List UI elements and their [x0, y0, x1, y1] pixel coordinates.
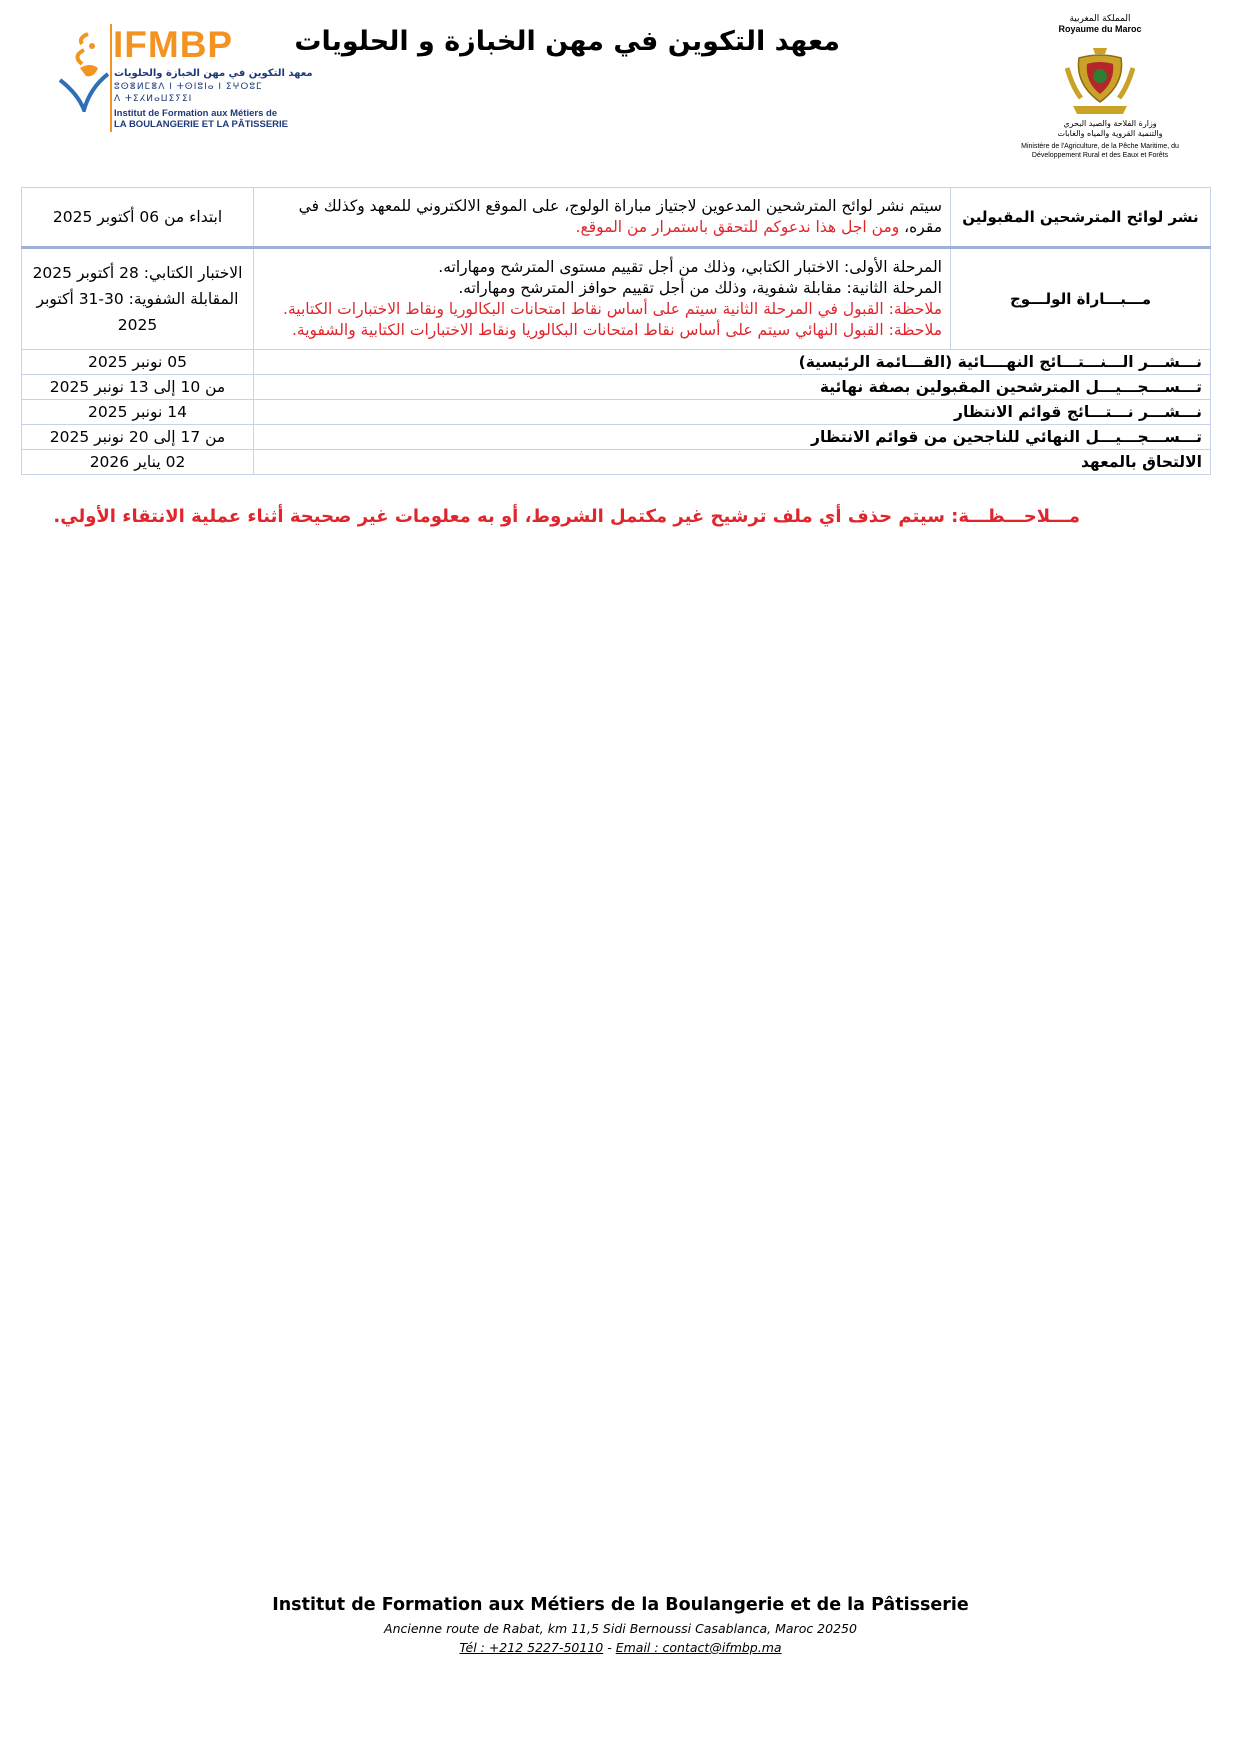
row-date: 02 يناير 2026 [22, 450, 254, 475]
table-row [22, 188, 1211, 248]
logo-tifinagh-line1: ⵓⵙⴻⵍⵎⴻⴷ ⵏ ⵜⵙⵏⵓⵏⴰ ⵏ ⵉⵖⵔⵓⵎ [114, 82, 263, 92]
written-exam-date: الاختبار الكتابي: 28 أكتوبر 2025 [32, 264, 243, 282]
footer [0, 1595, 1241, 1655]
important-note: مـــلاحـــظـــة: سيتم حذف أي ملف ترشيح غير مكتمل الشروط، أو به معلومات غير صحيحة أثناء عملية الانتقاء الأولي. [53, 506, 1080, 527]
description-highlight: ومن اجل هذا ندعوكم للتحقق باستمرار من الموقع. [575, 218, 900, 236]
table-row [22, 350, 1211, 375]
stage-note-1: ملاحظة: القبول في المرحلة الثانية سيتم على أساس نقاط امتحانات البكالوريا ونقاط الاختبارات الكتابية. [283, 300, 942, 318]
row-label: نـــشـــر نـــتـــائج قوائم الانتظار [254, 400, 1211, 425]
ministry-french: Ministère de l'Agriculture, de la Pêche Maritime, du Développement Rural et des Eaux et Forêts [1021, 143, 1179, 159]
row-date [22, 248, 254, 350]
row-description [254, 188, 951, 248]
description-text: سيتم نشر لوائح المترشحين المدعوين لاجتياز مباراة الولوج، على الموقع الالكتروني للمعهد وكذلك في مقره، [298, 197, 942, 236]
table-row [22, 450, 1211, 475]
logo-tifinagh-line2: ⴷ ⵜⵉⵃⵍⴰⵡⵉⵢⵉⵏ [114, 94, 193, 104]
row-date: ابتداء من 06 أكتوبر 2025 [22, 188, 254, 248]
row-date: من 17 إلى 20 نونبر 2025 [22, 425, 254, 450]
ministry-arabic: وزارة الفلاحة والصيد البحري والتنمية القروية والمياه والغابات [1057, 119, 1163, 138]
logo-french-line2: LA BOULANGERIE ET LA PÂTISSERIE [114, 119, 289, 130]
row-label: تـــســـجـــيـــل النهائي للناجحين من قوائم الانتظار [254, 425, 1211, 450]
footer-separator: - [603, 1640, 616, 1655]
row-label: مـــبـــاراة الولـــوج [951, 248, 1211, 350]
row-date: من 10 إلى 13 نونبر 2025 [22, 375, 254, 400]
row-description [254, 248, 951, 350]
footer-email-link[interactable]: Email : contact@ifmbp.ma [615, 1640, 782, 1655]
row-label: تـــســـجـــيـــل المترشحين المقبولين بصفة نهائية [254, 375, 1211, 400]
row-date: 14 نونبر 2025 [22, 400, 254, 425]
row-label: نـــشـــر الـــنـــتـــائج النهــــائية (القـــائمة الرئيسية) [254, 350, 1211, 375]
table-row [22, 375, 1211, 400]
coat-of-arms-icon [1065, 44, 1135, 116]
schedule-table [21, 187, 1211, 475]
oral-interview-date: المقابلة الشفوية: 30-31 أكتوبر 2025 [36, 290, 239, 334]
ifmbp-logo [58, 24, 313, 134]
logo-divider [110, 24, 112, 132]
chef-figure-icon [58, 28, 110, 112]
footer-address: Ancienne route de Rabat, km 11,5 Sidi Bernoussi Casablanca, Maroc 20250 [384, 1621, 857, 1636]
row-label: نشر لوائح المترشحين المقبولين [951, 188, 1211, 248]
table-row [22, 425, 1211, 450]
footer-contact [0, 1640, 1241, 1655]
footer-phone: Tél : +212 5227-50110 [459, 1640, 604, 1655]
stage-note-2: ملاحظة: القبول النهائي سيتم على أساس نقاط امتحانات البكالوريا ونقاط الاختبارات الكتابية والشفوية. [291, 321, 942, 339]
royal-emblem [1020, 14, 1180, 164]
stage-one-text: المرحلة الأولى: الاختبار الكتابي، وذلك من أجل تقييم مستوى المترشح ومهاراته. [438, 258, 942, 276]
page-title: معهد التكوين في مهن الخبازة و الحلويات [294, 26, 840, 57]
row-label: الالتحاق بالمعهد [254, 450, 1211, 475]
footer-institute-name: Institut de Formation aux Métiers de la Boulangerie et de la Pâtisserie [272, 1595, 969, 1615]
logo-french-line1: Institut de Formation aux Métiers de [114, 108, 278, 119]
stage-two-text: المرحلة الثانية: مقابلة شفوية، وذلك من أجل تقييم حوافز المترشح ومهاراته. [458, 279, 942, 297]
table-row [22, 400, 1211, 425]
kingdom-arabic: المملكة المغربية [1069, 14, 1131, 24]
row-date: 05 نونبر 2025 [22, 350, 254, 375]
logo-arabic-name: معهد التكوين في مهن الخبازة والحلويات [114, 68, 313, 79]
logo-brand-text: IFMBP [113, 24, 234, 65]
table-row [22, 248, 1211, 350]
kingdom-french: Royaume du Maroc [1058, 24, 1142, 34]
